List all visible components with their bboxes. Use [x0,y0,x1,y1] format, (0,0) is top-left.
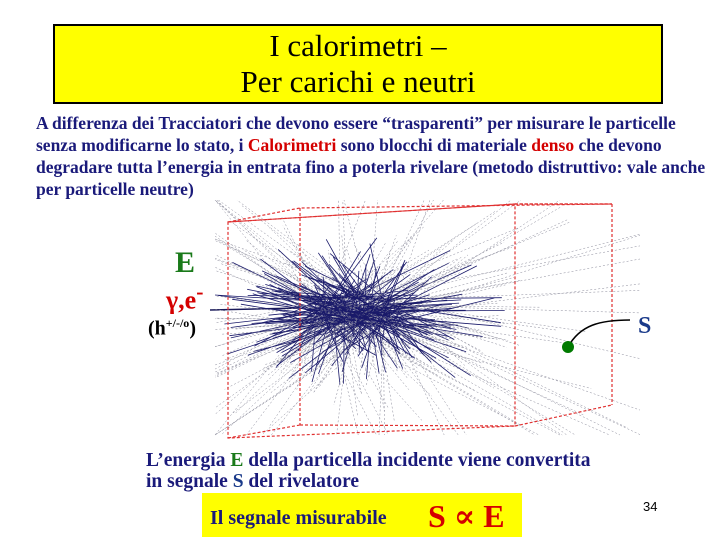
shower-track [215,200,317,325]
page-number: 34 [643,499,658,514]
signal-formula: S ∝ E [428,498,505,534]
conv-signal: S [232,471,244,492]
shower-track [354,251,450,298]
energy-label: E [175,246,196,279]
shower-tracks [210,200,640,435]
shower-track [393,200,430,308]
title-line-2: Per carichi e neutri [240,64,476,99]
intro-text-2: sono blocchi di materiale [336,135,532,155]
particle-label-hadron [148,316,196,341]
title-line-1: I calorimetri – [269,28,447,63]
signal-text: Il segnale misurabile [210,507,387,529]
intro-denso: denso [531,135,575,155]
shower-track [372,207,562,318]
shower-track [235,312,335,414]
calorimeter-shower-diagram [0,200,720,440]
shower-track [335,228,518,303]
conv-text-1: L’energia [146,450,231,471]
signal-formula-box [202,493,522,537]
shower-track [215,327,323,365]
shower-track [384,320,575,435]
shower-track [221,315,350,435]
shower-track [342,250,429,302]
shower-track [393,290,640,299]
gamma-sup: - [196,280,204,304]
shower-track [388,299,640,359]
intro-paragraph [36,112,706,200]
signal-label: S [638,313,652,339]
conv-energy: E [230,450,244,471]
conv-text-2: della particella incidente viene convertita in segnale [146,450,591,492]
intro-text-3: che devono degradare tutta l’energia in entrata fino a poterla rivelare (metodo distruttivo: vale anche per particelle neutre) [36,135,706,199]
intro-text-1: A differenza dei Tracciatori che devono essere “trasparenti” per misurare le particelle senza modificarne lo stato, i [36,113,676,155]
shower-track [314,326,355,393]
slide-title [53,24,663,104]
conv-text-3: del rivelatore [243,471,360,492]
shower-track [343,246,640,298]
hadron-close: ) [189,317,196,340]
incident-track [210,308,300,310]
shower-track [377,200,433,303]
shower-track [392,318,640,434]
hadron-sup: +/-/o [165,316,190,330]
gamma-text: γ,e [166,285,197,315]
shower-track [371,325,563,435]
intro-calorimetri: Calorimetri [247,135,337,155]
conversion-text [146,450,606,492]
particle-label-gamma-e [166,280,203,316]
shower-track [379,235,640,317]
hadron-open: (h [148,317,166,340]
